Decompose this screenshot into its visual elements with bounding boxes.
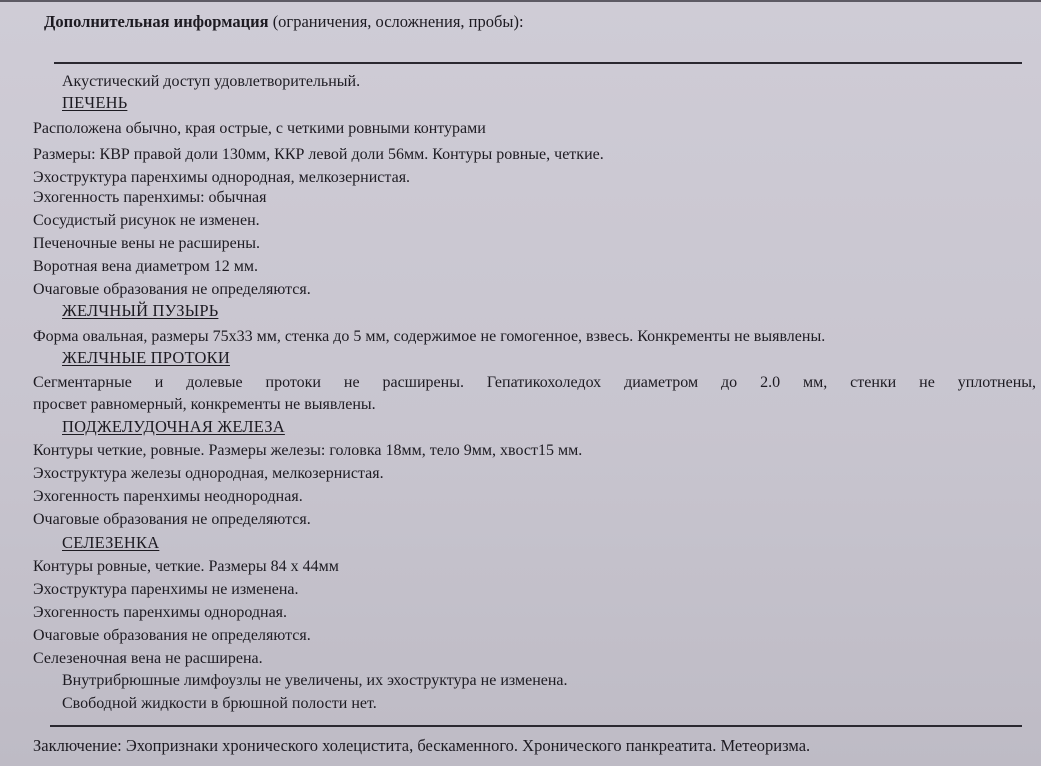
- conclusion-text: Заключение: Эхопризнаки хронического холецистита, бескаменного. Хронического панкреатита. Метеоризма.: [33, 736, 811, 755]
- acoustic-access-line: Акустический доступ удовлетворительный.: [62, 73, 361, 90]
- header-divider: [54, 62, 1022, 64]
- additional-info-header: [44, 12, 524, 32]
- pancreas-heading: ПОДЖЕЛУДОЧНАЯ ЖЕЛЕЗА: [62, 417, 285, 436]
- free-fluid-line: Свободной жидкости в брюшной полости нет.: [62, 695, 377, 712]
- liver-line: Очаговые образования не определяются.: [33, 281, 311, 298]
- pancreas-line: Эхоструктура железы однородная, мелкозернистая.: [33, 465, 384, 482]
- gallbladder-line: Форма овальная, размеры 75х33 мм, стенка до 5 мм, содержимое не гомогенное, взвесь. Конкременты не выявлены.: [33, 328, 826, 345]
- conclusion-divider: [50, 725, 1022, 727]
- pancreas-line: Эхогенность паренхимы неоднородная.: [33, 488, 303, 505]
- liver-line: Сосудистый рисунок не изменен.: [33, 212, 260, 229]
- spleen-line: Эхоструктура паренхимы не изменена.: [33, 581, 299, 598]
- liver-heading: ПЕЧЕНЬ: [62, 93, 128, 112]
- spleen-line: Контуры ровные, четкие. Размеры 84 х 44мм: [33, 558, 339, 575]
- liver-line: Расположена обычно, края острые, с четкими ровными контурами: [33, 120, 486, 137]
- spleen-line: Селезеночная вена не расширена.: [33, 650, 263, 667]
- pancreas-line: Контуры четкие, ровные. Размеры железы: головка 18мм, тело 9мм, хвост15 мм.: [33, 442, 583, 459]
- gallbladder-heading: ЖЕЛЧНЫЙ ПУЗЫРЬ: [62, 301, 219, 320]
- bile-ducts-heading: ЖЕЛЧНЫЕ ПРОТОКИ: [62, 348, 230, 367]
- bile-ducts-line: Сегментарные и долевые протоки не расширены. Гепатикохоледох диаметром до 2.0 мм, стенки не уплотнены,: [33, 374, 1036, 391]
- top-divider: [0, 0, 1041, 2]
- additional-info-note: (ограничения, осложнения, пробы):: [272, 12, 524, 31]
- lymph-nodes-line: Внутрибрюшные лимфоузлы не увеличены, их эхоструктура не изменена.: [62, 672, 568, 689]
- liver-line: Эхогенность паренхимы: обычная: [33, 189, 267, 206]
- liver-line: Печеночные вены не расширены.: [33, 235, 261, 252]
- liver-line: Эхоструктура паренхимы однородная, мелкозернистая.: [33, 169, 411, 186]
- spleen-line: Очаговые образования не определяются.: [33, 627, 311, 644]
- spleen-heading: СЕЛЕЗЕНКА: [62, 533, 160, 552]
- liver-line: Размеры: КВР правой доли 130мм, ККР левой доли 56мм. Контуры ровные, четкие.: [33, 146, 604, 163]
- liver-line: Воротная вена диаметром 12 мм.: [33, 258, 258, 275]
- additional-info-label: Дополнительная информация: [44, 12, 269, 31]
- bile-ducts-line: просвет равномерный, конкременты не выявлены.: [33, 396, 376, 413]
- pancreas-line: Очаговые образования не определяются.: [33, 511, 311, 528]
- spleen-line: Эхогенность паренхимы однородная.: [33, 604, 288, 621]
